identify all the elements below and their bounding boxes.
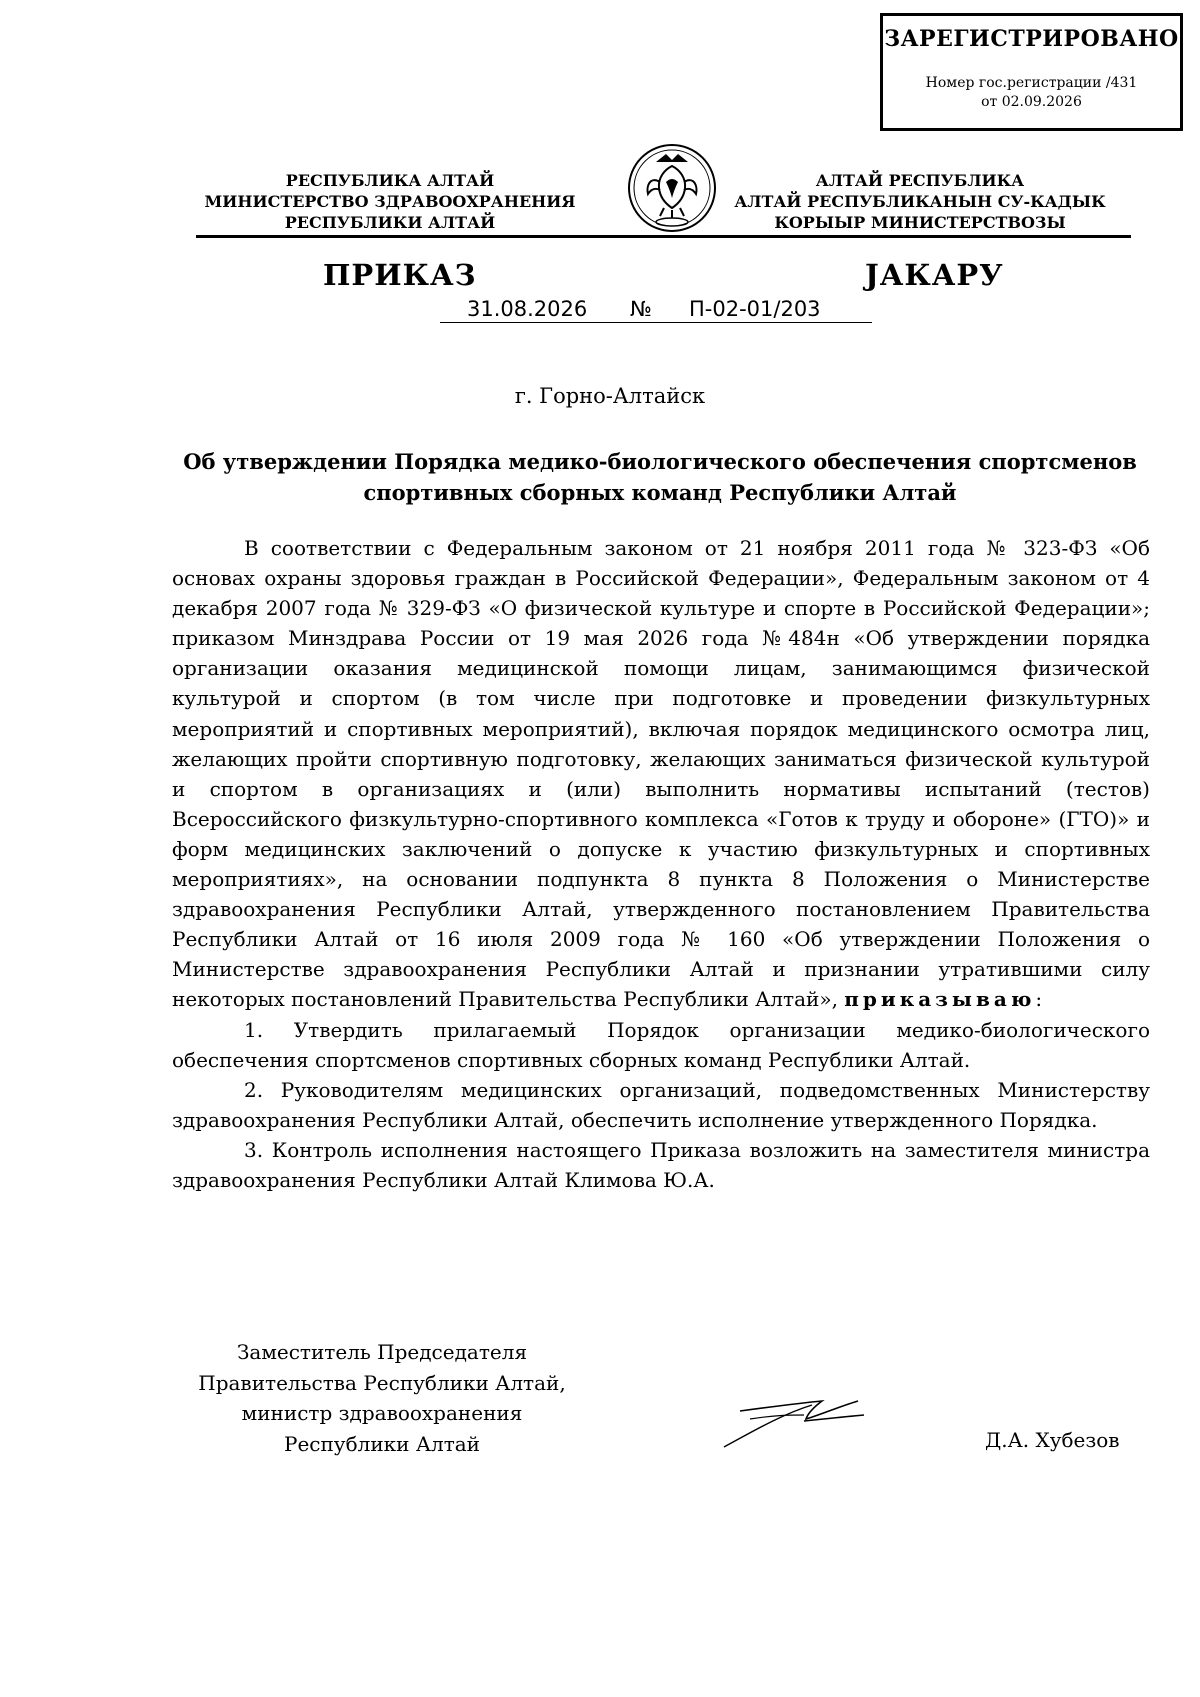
signatory-position <box>172 1337 592 1459</box>
signatory-position-line-4: Республики Алтай <box>283 1431 481 1456</box>
registration-stamp <box>880 13 1183 131</box>
order-word-suffix: : <box>1035 987 1043 1012</box>
stamp-title: ЗАРЕГИСТРИРОВАНО <box>884 26 1179 52</box>
coat-of-arms-icon <box>626 142 718 234</box>
document-body <box>172 533 1150 1195</box>
doc-type-altai: ЈАКАРУ <box>865 258 1004 292</box>
preamble-text: В соответствии с Федеральным законом от 21 ноября 2011 года № 323-ФЗ «Об основах охраны здоровья граждан в Российской Федерации», Федеральным законом от 4 декабря 2007 года № 329-ФЗ «О физической культуре и спорте в Российской Федерации»; приказом Минздрава России от 19 мая 2026 года №484н «Об утверждении порядка организации оказания медицинской помощи лицам, занимающимся физической культурой и спортом (в том числе при подготовке и проведении физкультурных мероприятий и спортивных мероприятий), включая порядок медицинского осмотра лиц, желающих пройти спортивную подготовку, желающих заниматься физической культурой и спортом в организациях и (или) выполнить нормативы испытаний (тестов) Всероссийского физкультурно-спортивного комплекса «Готов к труду и обороне» (ГТО)» и форм медицинских заключений о допуске к участию физкультурных и спортивных мероприятиях», на основании подпункта 8 пункта 8 Положения о Министерстве здравоохранения Республики Алтай, утвержденного постановлением Правительства Республики Алтай от 16 июля 2009 года № 160 «Об утверждении Положения о Министерстве здравоохранения Республики Алтай и признании утратившими силу некоторых постановлений Правительства Республики Алтай», <box>172 536 1150 1012</box>
header-right <box>730 170 1110 233</box>
doc-type-russian: ПРИКАЗ <box>323 258 477 292</box>
header-right-line-3: КОРЫЫР МИНИСТЕРСТВОЗЫ <box>774 213 1066 232</box>
document-title: Об утверждении Порядка медико-биологического обеспечения спортсменов спортивных сборных команд Республики Алтай <box>183 449 1137 505</box>
stamp-reg-date: от 02.09.2026 <box>981 94 1082 110</box>
order-date: 31.08.2026 <box>467 297 588 321</box>
order-word: приказываю <box>844 987 1036 1012</box>
signatory-name: Д.А. Хубезов <box>985 1428 1120 1452</box>
header-left <box>200 170 580 233</box>
signatory-position-line-2: Правительства Республики Алтай, <box>198 1370 566 1395</box>
city: г. Горно-Алтайск <box>514 384 706 408</box>
header-divider <box>196 235 1131 238</box>
signatory-position-line-1: Заместитель Председателя <box>236 1340 528 1364</box>
order-item: 3. Контроль исполнения настоящего Приказа возложить на заместителя министра здравоохранения Республики Алтай Климова Ю.А. <box>172 1137 1150 1192</box>
order-item: 2. Руководителям медицинских организаций, подведомственных Министерству здравоохранения Республики Алтай, обеспечить исполнение утвержденного Порядка. <box>172 1077 1150 1132</box>
order-number: П-02-01/203 <box>689 297 821 321</box>
handwritten-signature <box>720 1385 880 1455</box>
header-left-line-2: МИНИСТЕРСТВО ЗДРАВООХРАНЕНИЯ <box>204 192 576 211</box>
header-left-line-1: РЕСПУБЛИКА АЛТАЙ <box>285 171 495 190</box>
header-right-line-1: АЛТАЙ РЕСПУБЛИКА <box>815 171 1025 190</box>
header-right-line-2: АЛТАЙ РЕСПУБЛИКАНЫН СУ-КАДЫК <box>734 192 1106 211</box>
signatory-position-line-3: министр здравоохранения <box>241 1401 523 1425</box>
order-number-sign: № <box>630 297 652 321</box>
stamp-reg-number: Номер гос.регистрации /431 <box>925 75 1138 91</box>
order-item: 1. Утвердить прилагаемый Порядок организации медико-биологического обеспечения спортсменов спортивных сборных команд Республики Алтай. <box>172 1017 1150 1072</box>
order-number-underline <box>440 322 872 323</box>
header-left-line-3: РЕСПУБЛИКИ АЛТАЙ <box>284 213 496 232</box>
preamble-paragraph <box>172 533 1150 1015</box>
